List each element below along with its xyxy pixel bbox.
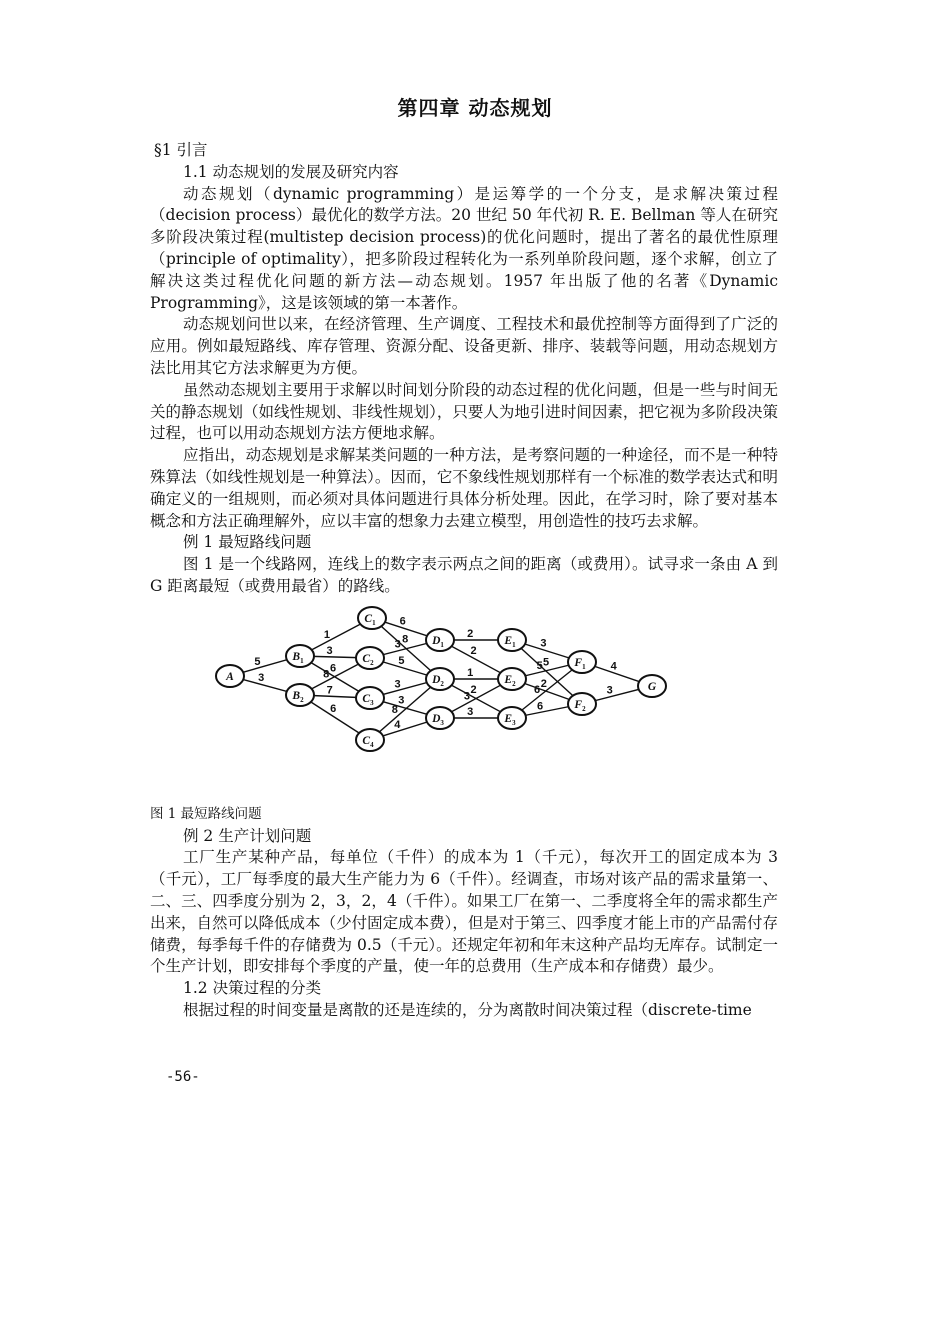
shortest-path-figure	[150, 606, 778, 804]
edge-weight-label: 2	[540, 677, 547, 690]
edge-weight-label: 3	[398, 694, 405, 707]
node-label: A	[226, 670, 234, 683]
edge-weight-label: 5	[543, 656, 550, 669]
node-label: $D_1$	[432, 634, 444, 649]
node-label: $E_1$	[504, 634, 516, 649]
node-D2	[426, 668, 454, 690]
edge-weight-label: 5	[398, 654, 405, 667]
edge-weight-label: 3	[394, 677, 401, 690]
edge-weight-label: 3	[463, 690, 470, 703]
edge-weight-label: 3	[467, 705, 474, 718]
node-label: $C_2$	[362, 652, 374, 667]
edge-weight-label: 6	[399, 615, 406, 628]
edge-weight-label: 6	[330, 702, 337, 715]
example-heading: 例 1 最短路线问题	[183, 533, 312, 552]
edge-weight-label: 3	[540, 637, 547, 650]
node-C2	[356, 647, 384, 669]
chapter-title: 第四章 动态规划	[397, 96, 553, 120]
node-label: $B_2$	[292, 689, 304, 704]
example-heading: 例 2 生产计划问题	[183, 826, 312, 845]
edge-weight-label: 1	[323, 628, 331, 641]
node-E1	[498, 629, 526, 651]
node-G	[638, 675, 666, 697]
paragraph: 虽然动态规划主要用于求解以时间划分阶段的动态过程的优化问题，但是一些与时间无关的静态规划（如线性规划、非线性规划），只要人为地引进时间因素，把它视为多阶段决策过程，也可以用动态规划方法方便地求解。	[150, 380, 778, 443]
node-label: $E_2$	[504, 673, 516, 688]
edge-weight-label: 8	[402, 633, 409, 646]
node-label: G	[647, 680, 657, 693]
edge-weight-label: 2	[467, 627, 474, 640]
edge-weight-label: 3	[606, 684, 613, 697]
subsection-heading: 1.2 决策过程的分类	[183, 979, 322, 998]
edge-weight-label: 6	[536, 699, 544, 712]
body-content	[150, 140, 778, 1022]
edge-weight-label: 8	[323, 668, 330, 681]
paragraph: 应指出，动态规划是求解某类问题的一种方法，是考察问题的一种途径，而不是一种特殊算法（如线性规划是一种算法）。因而，它不象线性规划那样有一个标准的数学表达式和明确定义的一组规则，而必须对具体问题进行具体分析处理。因此，在学习时，除了要对基本概念和方法正确理解外，应以丰富的想象力去建立模型，用创造性的技巧去求解。	[150, 446, 778, 530]
network-graph	[150, 606, 778, 804]
subsection-heading: 1.1 动态规划的发展及研究内容	[183, 162, 399, 181]
node-D1	[426, 629, 454, 651]
edge-weight-label: 1	[467, 666, 474, 679]
node-label: $C_3$	[362, 692, 374, 707]
node-label: $C_1$	[364, 612, 376, 627]
node-A	[216, 665, 244, 687]
edge-weight-label: 8	[391, 703, 398, 716]
section-heading: §1 引言	[154, 141, 208, 159]
edge-weight-label: 7	[326, 684, 333, 697]
edge-weight-label: 4	[610, 660, 617, 673]
node-B2	[286, 684, 314, 706]
node-label: $C_4$	[362, 734, 374, 749]
node-E2	[498, 668, 526, 690]
node-B1	[286, 645, 314, 667]
node-F1	[568, 651, 596, 673]
edge-weight-label: 6	[533, 683, 541, 696]
edge-weight-label: 3	[326, 644, 333, 657]
node-label: $D_2$	[432, 673, 444, 688]
paragraph: 工厂生产某种产品，每单位（千件）的成本为 1（千元），每次开工的固定成本为 3（千元），工厂每季度的最大生产能力为 6（千件）。经调查，市场对该产品的需求量第一、二、三、四季度分别为 2，3，2，4（千件）。如果工厂在第一、二季度将全年的需求都生产出来，自然可以降低成本（少付固定成本费），但是对于第三、四季度才能上市的产品需付存储费，每季每千件的存储费为 0.5（千元）。还规定年初和年末这种产品均无库存。试制定一个生产计划，即安排每个季度的产量，使一年的总费用（生产成本和存储费）最少。	[150, 848, 778, 976]
edge-weight-label: 5	[254, 655, 261, 668]
node-C1	[358, 607, 386, 629]
edge-weight-label: 2	[470, 683, 477, 696]
node-label: $E_3$	[504, 712, 516, 727]
edge-weight-label: 4	[394, 718, 401, 731]
figure-caption: 图 1 最短路线问题	[150, 805, 262, 822]
node-label: $B_1$	[292, 650, 304, 665]
node-C4	[356, 729, 384, 751]
edge-weight-label: 6	[329, 662, 337, 675]
node-label: $D_3$	[432, 712, 444, 727]
paragraph: 动态规划（dynamic programming）是运筹学的一个分支，是求解决策过程（decision process）最优化的数学方法。20 世纪 50 年代初 R. E. Bellman 等人在研究多阶段决策过程(multistep decision process)的优化问题时，提出了著名的最优性原理（principle of optimality），把多阶段过程转化为一系列单阶段问题，逐个求解，创立了解决这类过程优化问题的新方法—动态规划。1957 年出版了他的名著《Dynamic Programming》，这是该领域的第一本著作。	[150, 184, 778, 312]
paragraph: 图 1 是一个线路网，连线上的数字表示两点之间的距离（或费用）。试寻求一条由 A 到 G 距离最短（或费用最省）的路线。	[150, 555, 778, 595]
node-F2	[568, 693, 596, 715]
page-number: -56-	[166, 1069, 200, 1085]
edge-weight-label: 3	[258, 671, 265, 684]
node-label: $F_2$	[574, 698, 586, 713]
node-D3	[426, 707, 454, 729]
node-label: $F_1$	[574, 656, 586, 671]
edge-weight-label: 5	[536, 659, 543, 672]
node-C3	[356, 687, 384, 709]
node-E3	[498, 707, 526, 729]
paragraph: 动态规划问世以来，在经济管理、生产调度、工程技术和最优控制等方面得到了广泛的应用。例如最短路线、库存管理、资源分配、设备更新、排序、装载等问题，用动态规划方法比用其它方法求解更为方便。	[150, 315, 778, 377]
edge-weight-label: 2	[470, 644, 477, 657]
edge-weight-label: 3	[394, 638, 401, 651]
paragraph: 根据过程的时间变量是离散的还是连续的，分为离散时间决策过程（discrete-time	[183, 1000, 752, 1019]
